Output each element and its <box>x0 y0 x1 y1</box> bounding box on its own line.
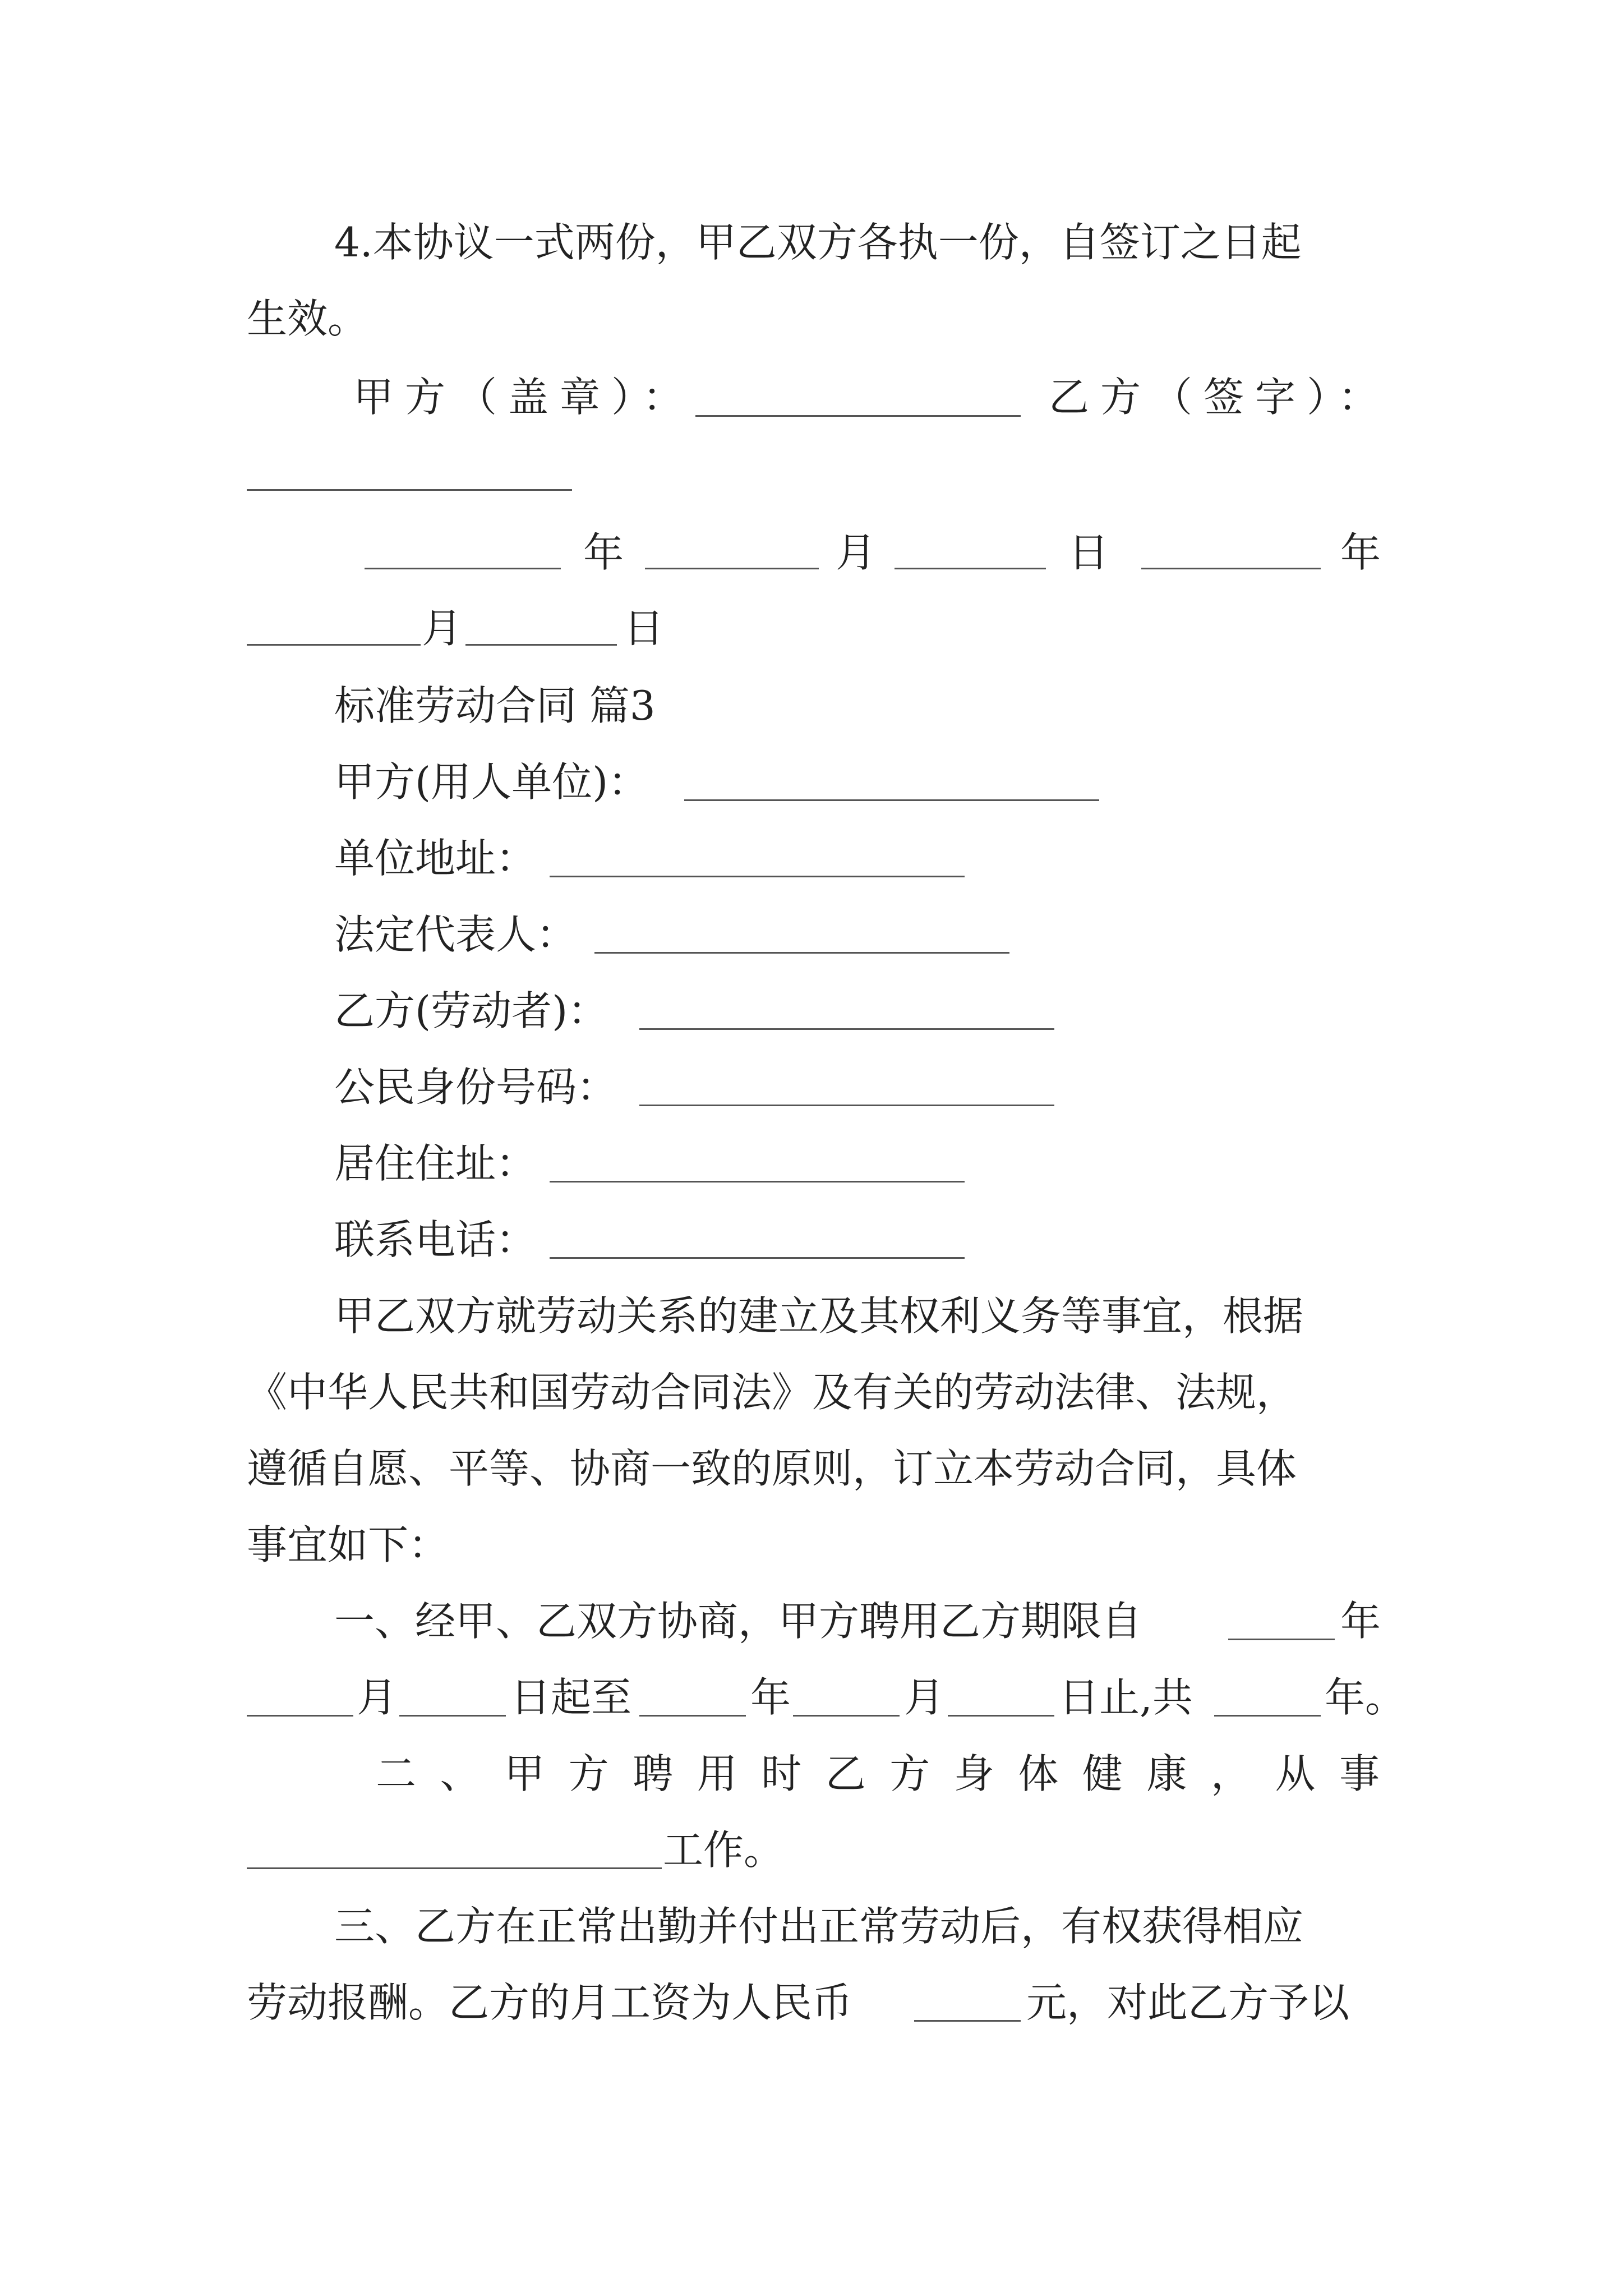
clause1-total-year-label: 年。 <box>1325 1674 1406 1721</box>
clause2-job-blank[interactable] <box>247 1867 662 1869</box>
party-b-month-label: 月 <box>422 605 463 652</box>
clause2-char: 二 <box>376 1750 417 1797</box>
clause2-char: 健 <box>1082 1750 1123 1797</box>
clause1-start-year-label: 年 <box>1340 1598 1381 1645</box>
clause2-line1 <box>376 1746 1380 1802</box>
clause2-char: 乙 <box>825 1750 866 1797</box>
field-residence-label: 居住住址： <box>334 1140 537 1187</box>
party-b-year-blank[interactable] <box>1141 568 1321 569</box>
field-residence-blank[interactable] <box>550 1181 965 1182</box>
intro-line1: 甲乙双方就劳动关系的建立及其权利义务等事宜，根据 <box>334 1292 1304 1340</box>
field-employer-label: 甲方(用人单位)： <box>334 758 649 806</box>
clause4-line2: 生效。 <box>247 295 368 342</box>
clause1-end-month-blank[interactable] <box>793 1715 900 1717</box>
clause2-char: 方 <box>889 1750 930 1797</box>
clause1-start-month-label: 月 <box>357 1674 398 1721</box>
clause1-start-month-blank[interactable] <box>247 1715 353 1717</box>
party-a-year-label: 年 <box>583 529 624 576</box>
clause3-line2-a: 劳动报酬。乙方的月工资为人民币 <box>247 1979 853 2026</box>
clause2-char: 康 <box>1146 1750 1187 1797</box>
field-legal-rep-label: 法定代表人： <box>334 911 577 958</box>
intro-line4: 事宜如下： <box>247 1521 449 1568</box>
field-phone-label: 联系电话： <box>334 1216 537 1263</box>
clause2-char: 体 <box>1018 1750 1059 1797</box>
clause1-start-year-blank[interactable] <box>1228 1639 1335 1640</box>
section-title: 标准劳动合同 篇3 <box>334 682 656 729</box>
clause1-total-year-blank[interactable] <box>1214 1715 1321 1717</box>
clause2-char: 事 <box>1339 1750 1380 1797</box>
party-a-month-blank[interactable] <box>645 568 819 569</box>
party-a-year-blank[interactable] <box>365 568 561 569</box>
clause2-char: 、 <box>440 1750 481 1797</box>
clause1-end-year-blank[interactable] <box>639 1715 746 1717</box>
clause2-char: ， <box>1210 1750 1251 1797</box>
party-b-month-blank[interactable] <box>247 644 421 646</box>
clause1-end-month-label: 月 <box>904 1674 945 1721</box>
clause4-line1: 4.本协议一式两份，甲乙双方各执一份，自签订之日起 <box>334 219 1302 266</box>
clause2-char: 方 <box>568 1750 609 1797</box>
clause2-char: 时 <box>761 1750 802 1797</box>
clause1-end-year-label: 年 <box>750 1674 791 1721</box>
clause3-line1: 三、乙方在正常出勤并付出正常劳动后，有权获得相应 <box>334 1903 1304 1950</box>
field-employer-blank[interactable] <box>684 799 1099 801</box>
party-b-sign-label: 乙方（签字）： <box>1049 374 1390 421</box>
clause2-char: 用 <box>697 1750 737 1797</box>
clause3-salary-blank[interactable] <box>914 2020 1021 2022</box>
intro-line2: 《中华人民共和国劳动合同法》及有关的劳动法律、法规， <box>247 1369 1297 1416</box>
clause2-char: 聘 <box>633 1750 674 1797</box>
clause2-char: 从 <box>1275 1750 1316 1797</box>
clause3-line2-b: 元，对此乙方予以 <box>1026 1979 1350 2026</box>
field-id-number-blank[interactable] <box>639 1105 1054 1106</box>
party-a-seal-blank[interactable] <box>695 415 1021 417</box>
party-b-year-label: 年 <box>1340 529 1381 576</box>
party-b-sign-blank[interactable] <box>247 489 572 491</box>
clause1-end-day-blank[interactable] <box>948 1715 1054 1717</box>
intro-line3: 遵循自愿、平等、协商一致的原则，订立本劳动合同，具体 <box>247 1445 1297 1492</box>
clause1-start-day-blank[interactable] <box>399 1715 506 1717</box>
field-phone-blank[interactable] <box>550 1257 965 1259</box>
party-b-day-blank[interactable] <box>465 644 617 646</box>
field-employee-label: 乙方(劳动者)： <box>334 987 608 1034</box>
clause1-from-day-label: 日起至 <box>510 1674 632 1721</box>
clause2-tail: 工作。 <box>663 1826 785 1874</box>
party-a-day-label: 日 <box>1068 529 1109 576</box>
party-a-seal-label: 甲方（盖章）： <box>353 374 695 421</box>
clause2-char: 甲 <box>504 1750 545 1797</box>
clause1-to-day-label: 日止,共 <box>1059 1674 1193 1721</box>
field-employee-blank[interactable] <box>639 1028 1054 1030</box>
field-legal-rep-blank[interactable] <box>594 952 1009 954</box>
party-a-day-blank[interactable] <box>895 568 1046 569</box>
clause1-line1: 一、经甲、乙双方协商，甲方聘用乙方期限自 <box>334 1598 1142 1645</box>
party-b-day-label: 日 <box>624 605 665 652</box>
party-a-month-label: 月 <box>836 529 877 576</box>
field-id-number-label: 公民身份号码： <box>334 1064 617 1111</box>
clause2-char: 身 <box>953 1750 994 1797</box>
field-address-label: 单位地址： <box>334 835 537 882</box>
field-address-blank[interactable] <box>550 876 965 877</box>
